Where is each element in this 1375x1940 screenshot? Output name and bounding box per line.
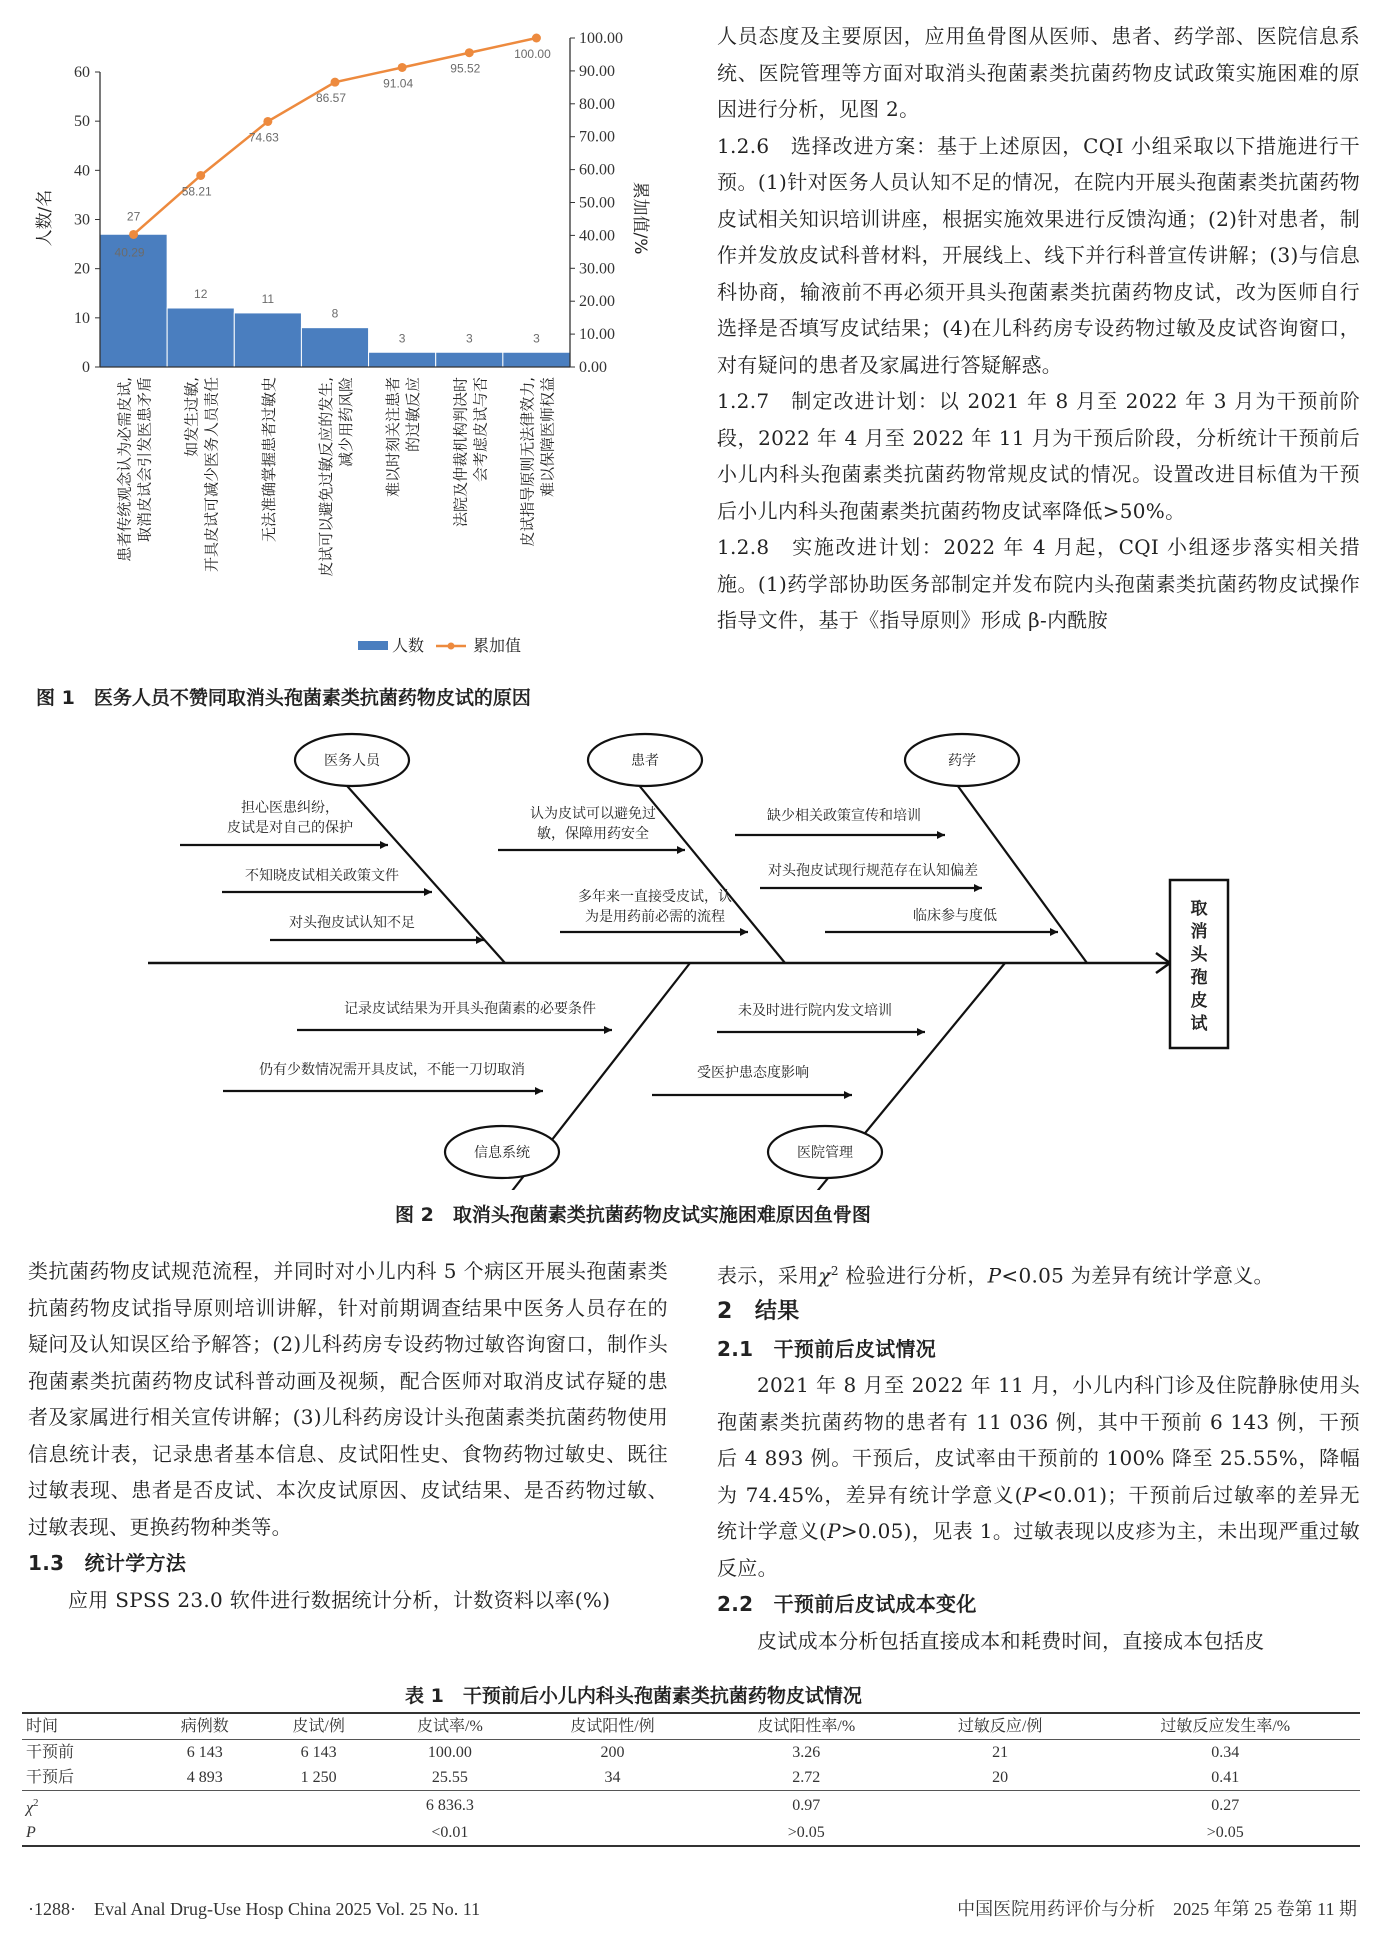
superscript: 2 <box>33 1797 39 1809</box>
p-symbol: P <box>26 1824 36 1842</box>
x-category-label: 皮试指导原则无法律效力, <box>518 377 537 547</box>
category-label: 信息系统 <box>474 1145 530 1161</box>
table-cell: 0.27 <box>1211 1797 1240 1815</box>
cause-label: 受医护患态度影响 <box>697 1065 809 1081</box>
right-column-bottom-text <box>717 1253 1360 1659</box>
table-cell: 2.72 <box>792 1769 821 1786</box>
category-label: 患者 <box>631 753 659 769</box>
line-point <box>263 117 272 126</box>
column-header: 皮试率/% <box>417 1718 483 1735</box>
table-1-caption: 表 1 干预前后小儿内科头孢菌素类抗菌药物皮试情况 <box>405 1685 862 1707</box>
line-data-label: 74.63 <box>248 130 279 145</box>
y-tick-label: 60 <box>74 64 90 81</box>
footer-left: ·1288· Eval Anal Drug-Use Hosp China 2025 Vol. 25 No. 11 <box>28 1899 481 1919</box>
table-cell: 6 143 <box>300 1744 337 1761</box>
chi-symbol: χ <box>26 1799 34 1817</box>
paragraph <box>717 1367 1360 1586</box>
fishbone-diagram <box>0 720 1375 1190</box>
y2-tick-label: 50.00 <box>579 194 615 212</box>
cause-label: 未及时进行院内发文培训 <box>738 1003 892 1019</box>
legend-line-marker <box>448 643 455 650</box>
text-run: <0.01)；干预前后过敏率的差异无统计学意义( <box>717 1482 1360 1544</box>
line-point <box>465 48 474 57</box>
head-char: 消 <box>1190 922 1208 942</box>
table-cell: 20 <box>992 1769 1009 1786</box>
x-category-label: 减少用药风险 <box>337 377 355 468</box>
category-pharmacy <box>905 734 1019 786</box>
y2-tick-label: 10.00 <box>579 326 615 344</box>
cause-label: 记录皮试结果为开具头孢菌素的必要条件 <box>344 1001 596 1017</box>
bar-data-label: 3 <box>533 331 540 346</box>
x-category-label: 患者传统观念认为必需皮试, <box>115 377 134 562</box>
bar-data-label: 27 <box>126 209 141 224</box>
pareto-chart <box>0 0 690 665</box>
paragraph: 应用 SPSS 23.0 软件进行数据统计分析，计数资料以率(%) <box>68 1587 611 1612</box>
cause-label: 不知晓皮试相关政策文件 <box>245 868 399 884</box>
column-header: 皮试阳性率/% <box>757 1718 856 1735</box>
table-cell <box>522 1820 703 1846</box>
line-point <box>196 171 205 180</box>
table-cell <box>910 1791 1091 1821</box>
chart-legend <box>358 636 521 655</box>
table-cell: <0.01 <box>431 1824 469 1842</box>
x-category-label: 皮试可以避免过敏反应的发生, <box>317 377 335 577</box>
bar-data-label: 11 <box>261 291 275 306</box>
table-cell: 0.97 <box>792 1797 821 1815</box>
table-cell <box>260 1791 378 1821</box>
text-run: 表示，采用 <box>717 1263 819 1288</box>
category-label: 医务人员 <box>324 753 380 769</box>
legend-bar-swatch <box>358 641 388 650</box>
table-cell: 0.34 <box>1211 1744 1240 1761</box>
y2-tick-label: 20.00 <box>579 293 615 311</box>
superscript: 2 <box>830 1264 839 1278</box>
head-char: 试 <box>1190 1014 1208 1034</box>
p-symbol: P <box>987 1263 1002 1288</box>
x-category-label: 取消皮试会引发医患矛盾 <box>135 377 154 543</box>
head-char: 皮 <box>1190 991 1208 1011</box>
column-header: 皮试/例 <box>292 1718 345 1735</box>
table-cell: 4 893 <box>186 1769 223 1786</box>
column-header: 时间 <box>26 1718 59 1735</box>
heading-1-3: 1.3 统计学方法 <box>28 1551 187 1575</box>
section-number: 1.2.6 <box>717 133 770 158</box>
cause-label: 对头孢皮试现行规范存在认知偏差 <box>768 863 978 879</box>
text-run: <0.05 为差异有统计学意义。 <box>1001 1263 1274 1288</box>
y-tick-label: 0 <box>82 359 90 376</box>
y2-tick-label: 60.00 <box>579 161 615 179</box>
table-cell <box>150 1791 260 1821</box>
x-category-label: 难以保障医师权益 <box>538 377 557 498</box>
table-cell <box>22 1791 150 1821</box>
chi-symbol: χ <box>818 1263 831 1288</box>
y-axis-label: 人数/名 <box>35 189 55 247</box>
category-patient <box>588 734 702 786</box>
category-label: 医院管理 <box>797 1145 853 1161</box>
section-number: 1.2.7 <box>717 389 770 413</box>
legend-bar-label: 人数 <box>392 636 425 655</box>
cause-label: 皮试是对自己的保护 <box>227 820 353 836</box>
table-cell <box>150 1820 260 1846</box>
bar-data-label: 12 <box>194 287 208 301</box>
x-category-label: 难以时刻关注患者 <box>384 377 403 498</box>
paragraph: 人员态度及主要原因，应用鱼骨图从医师、患者、药学部、医院信息系统、医院管理等方面对取消头孢菌素类抗菌药物皮试政策实施困难的原因进行分析，见图 2。 <box>717 24 1360 121</box>
table-row <box>22 1765 1360 1791</box>
bar-data-label: 8 <box>331 306 339 321</box>
section-text: 制定改进计划：以 2021 年 8 月至 2022 年 3 月为干预前阶段，2022 年 4 月至 2022 年 11 月为干预后阶段，分析统计干预前后小儿内科头孢菌素类抗菌药物常规皮试的情况。设置改进目标值为干预后小儿内科头孢菌素类抗菌药物皮试率降低>50%。 <box>717 389 1360 523</box>
table-cell: 34 <box>604 1769 621 1786</box>
table-cell: >0.05 <box>787 1824 825 1842</box>
text-run: >0.05)，见表 1。过敏表现以皮疹为主，未出现严重过敏反应。 <box>717 1519 1360 1580</box>
legend-line-label: 累加值 <box>473 636 522 655</box>
table-cell: 1 250 <box>300 1769 337 1786</box>
y2-tick-label: 0.00 <box>579 359 607 376</box>
y2-tick-label: 70.00 <box>579 128 615 146</box>
cause-label: 为是用药前必需的流程 <box>585 909 725 925</box>
bar <box>234 313 301 367</box>
y2-tick-label: 90.00 <box>579 62 615 80</box>
head-char: 头 <box>1190 945 1208 965</box>
x-category-label: 无法准确掌握患者过敏史 <box>259 377 278 543</box>
table-cell <box>22 1820 150 1846</box>
line-data-label: 91.04 <box>383 76 414 91</box>
heading-2: 2 结果 <box>717 1299 800 1325</box>
column-header: 皮试阳性/例 <box>570 1718 655 1735</box>
table-cell <box>260 1820 378 1846</box>
x-category-label: 法院及仲裁机构判决时 <box>451 377 470 528</box>
y2-tick-label: 80.00 <box>579 95 615 113</box>
section-1-2-6 <box>717 128 1360 384</box>
bar <box>167 308 234 367</box>
p-symbol: P <box>1022 1482 1037 1507</box>
bar-data-label: 3 <box>398 331 406 346</box>
bar <box>503 352 570 367</box>
x-category-label: 的过敏反应 <box>404 377 423 453</box>
y-tick-label: 30 <box>74 211 90 229</box>
text-run: 检验进行分析， <box>838 1263 988 1288</box>
table-cell <box>522 1791 703 1821</box>
left-column-bottom-text <box>28 1253 668 1618</box>
line-point <box>331 78 340 87</box>
column-header: 过敏反应发生率/% <box>1160 1718 1291 1735</box>
x-category-label: 如发生过敏, <box>182 377 201 457</box>
category-label: 药学 <box>948 753 976 769</box>
figure-2-caption: 图 2 取消头孢菌素类抗菌药物皮试实施困难原因鱼骨图 <box>395 1204 871 1226</box>
paragraph: 类抗菌药物皮试规范流程，并同时对小儿内科 5 个病区开展头孢菌素类抗菌药物皮试指导原则培训讲解，针对前期调查结果中医务人员存在的疑问及认知误区给予解答；(2)儿科药房专设药物过敏咨询窗口，制作头孢菌素类抗菌药物皮试科普动画及视频，配合医师对取消皮试存疑的患者及家属进行相关宣传讲解；(3)儿科药房设计头孢菌素类抗菌药物使用信息统计表，记录患者基本信息、皮试阳性史、食物药物过敏史、既往过敏表现、患者是否皮试、本次皮试原因、皮试结果、是否药物过敏、过敏表现、更换药物种类等。 <box>28 1259 668 1539</box>
paragraph <box>717 1253 1360 1294</box>
cause-label: 对头孢皮试认知不足 <box>289 915 415 931</box>
y-tick-label: 20 <box>74 260 90 278</box>
line-data-label: 86.57 <box>315 91 347 106</box>
x-category-label: 会考虑皮试与否 <box>471 377 490 483</box>
table-cell: 100.00 <box>427 1744 472 1761</box>
table-cell <box>910 1820 1091 1846</box>
line-data-label: 100.00 <box>514 47 551 61</box>
cause-label: 多年来一直接受皮试，认 <box>578 889 732 905</box>
section-1-2-7 <box>717 383 1360 529</box>
head-char: 孢 <box>1190 968 1208 988</box>
line-point <box>398 63 407 72</box>
line-point <box>129 230 138 239</box>
column-header: 过敏反应/例 <box>957 1718 1043 1735</box>
line-data-label: 58.21 <box>181 184 212 199</box>
table-cell: >0.05 <box>1206 1824 1244 1842</box>
line-point <box>532 34 541 43</box>
cause-label: 担心医患纠纷， <box>241 800 339 816</box>
bar-series <box>100 209 570 367</box>
head-char: 取 <box>1190 899 1208 919</box>
text-run: 2021 年 8 月至 2022 年 11 月，小儿内科门诊及住院静脉使用头孢菌素类抗菌药物的患者有 11 036 例，其中干预前 6 143 例，干预后 4 893 例。干预后，皮试率由干预前的 100% 降至 25.55%，降幅为 74.45%，差异有统计学意义( <box>717 1373 1360 1507</box>
table-row-p-value <box>22 1820 1360 1846</box>
y-tick-label: 50 <box>74 113 90 131</box>
x-category-labels <box>116 377 557 577</box>
table-header-row <box>22 1713 1360 1740</box>
x-category-label: 开具皮试可减少医务人员责任 <box>202 377 221 573</box>
table-cell: 21 <box>992 1744 1009 1761</box>
paragraph: 皮试成本分析包括直接成本和耗费时间，直接成本包括皮 <box>757 1628 1265 1653</box>
cause-label: 缺少相关政策宣传和培训 <box>767 808 921 824</box>
bar <box>301 328 368 367</box>
table-cell: 25.55 <box>431 1769 468 1786</box>
line-data-label: 95.52 <box>450 61 481 76</box>
cause-label: 敏，保障用药安全 <box>537 826 649 842</box>
category-mgmt <box>768 1126 882 1178</box>
section-text: 选择改进方案：基于上述原因，CQI 小组采取以下措施进行干预。(1)针对医务人员认知不足的情况，在院内开展头孢菌素类抗菌药物皮试相关知识培训讲座，根据实施效果进行反馈沟通；(2)针对患者，制作并发放皮试科普材料，开展线上、线下并行科普宣传讲解；(3)与信息科协商，输液前不再必须开具头孢菌素类抗菌药物皮试，改为医师自行选择是否填写皮试结果；(4)在儿科药房专设药物过敏及皮试咨询窗口，对有疑问的患者及家属进行答疑解惑。 <box>717 133 1360 377</box>
bar <box>369 352 436 367</box>
table-cell: 干预前 <box>26 1744 75 1761</box>
cause-label: 临床参与度低 <box>913 908 997 924</box>
y2-tick-label: 30.00 <box>579 260 615 278</box>
bar-data-label: 3 <box>465 331 473 346</box>
heading-2-1: 2.1 干预前后皮试情况 <box>717 1336 937 1361</box>
table-1 <box>22 1712 1360 1847</box>
y-tick-label: 40 <box>74 162 90 180</box>
y-tick-label: 10 <box>74 309 90 327</box>
table-row-chi-square <box>22 1791 1360 1821</box>
right-column-top-text <box>717 18 1360 639</box>
table-cell: 干预后 <box>26 1769 75 1786</box>
table-row <box>22 1740 1360 1766</box>
category-info <box>445 1126 559 1178</box>
table-cell: 3.26 <box>792 1744 821 1761</box>
column-header: 病例数 <box>180 1718 229 1735</box>
cumulative-line-series <box>115 34 552 260</box>
section-1-2-8 <box>717 529 1360 639</box>
section-text: 实施改进计划：2022 年 4 月起，CQI 小组逐步落实相关措施。(1)药学部协助医务部制定并发布院内头孢菌素类抗菌药物皮试操作指导文件，基于《指导原则》形成 β-内酰胺 <box>717 535 1360 632</box>
p-symbol: P <box>827 1519 841 1544</box>
y2-axis-label: 累加值/% <box>630 181 650 255</box>
footer-right: 中国医院用药评价与分析 2025 年第 25 卷第 11 期 <box>957 1899 1357 1919</box>
table-cell: 6 143 <box>186 1744 223 1761</box>
cause-label: 认为皮试可以避免过 <box>530 806 656 822</box>
cause-label: 仍有少数情况需开具皮试，不能一刀切取消 <box>259 1062 525 1078</box>
y2-tick-label: 40.00 <box>579 227 615 245</box>
bar <box>436 352 503 367</box>
line-data-label: 40.29 <box>114 245 145 260</box>
category-staff <box>295 734 409 786</box>
heading-2-2: 2.2 干预前后皮试成本变化 <box>717 1592 977 1617</box>
figure-1-caption: 图 1 医务人员不赞同取消头孢菌素类抗菌药物皮试的原因 <box>36 687 531 709</box>
table-cell: 6 836.3 <box>425 1797 474 1815</box>
y2-tick-label: 100.00 <box>579 30 623 47</box>
table-cell: 200 <box>600 1744 625 1761</box>
section-number: 1.2.8 <box>717 535 770 559</box>
table-cell: 0.41 <box>1211 1769 1240 1786</box>
